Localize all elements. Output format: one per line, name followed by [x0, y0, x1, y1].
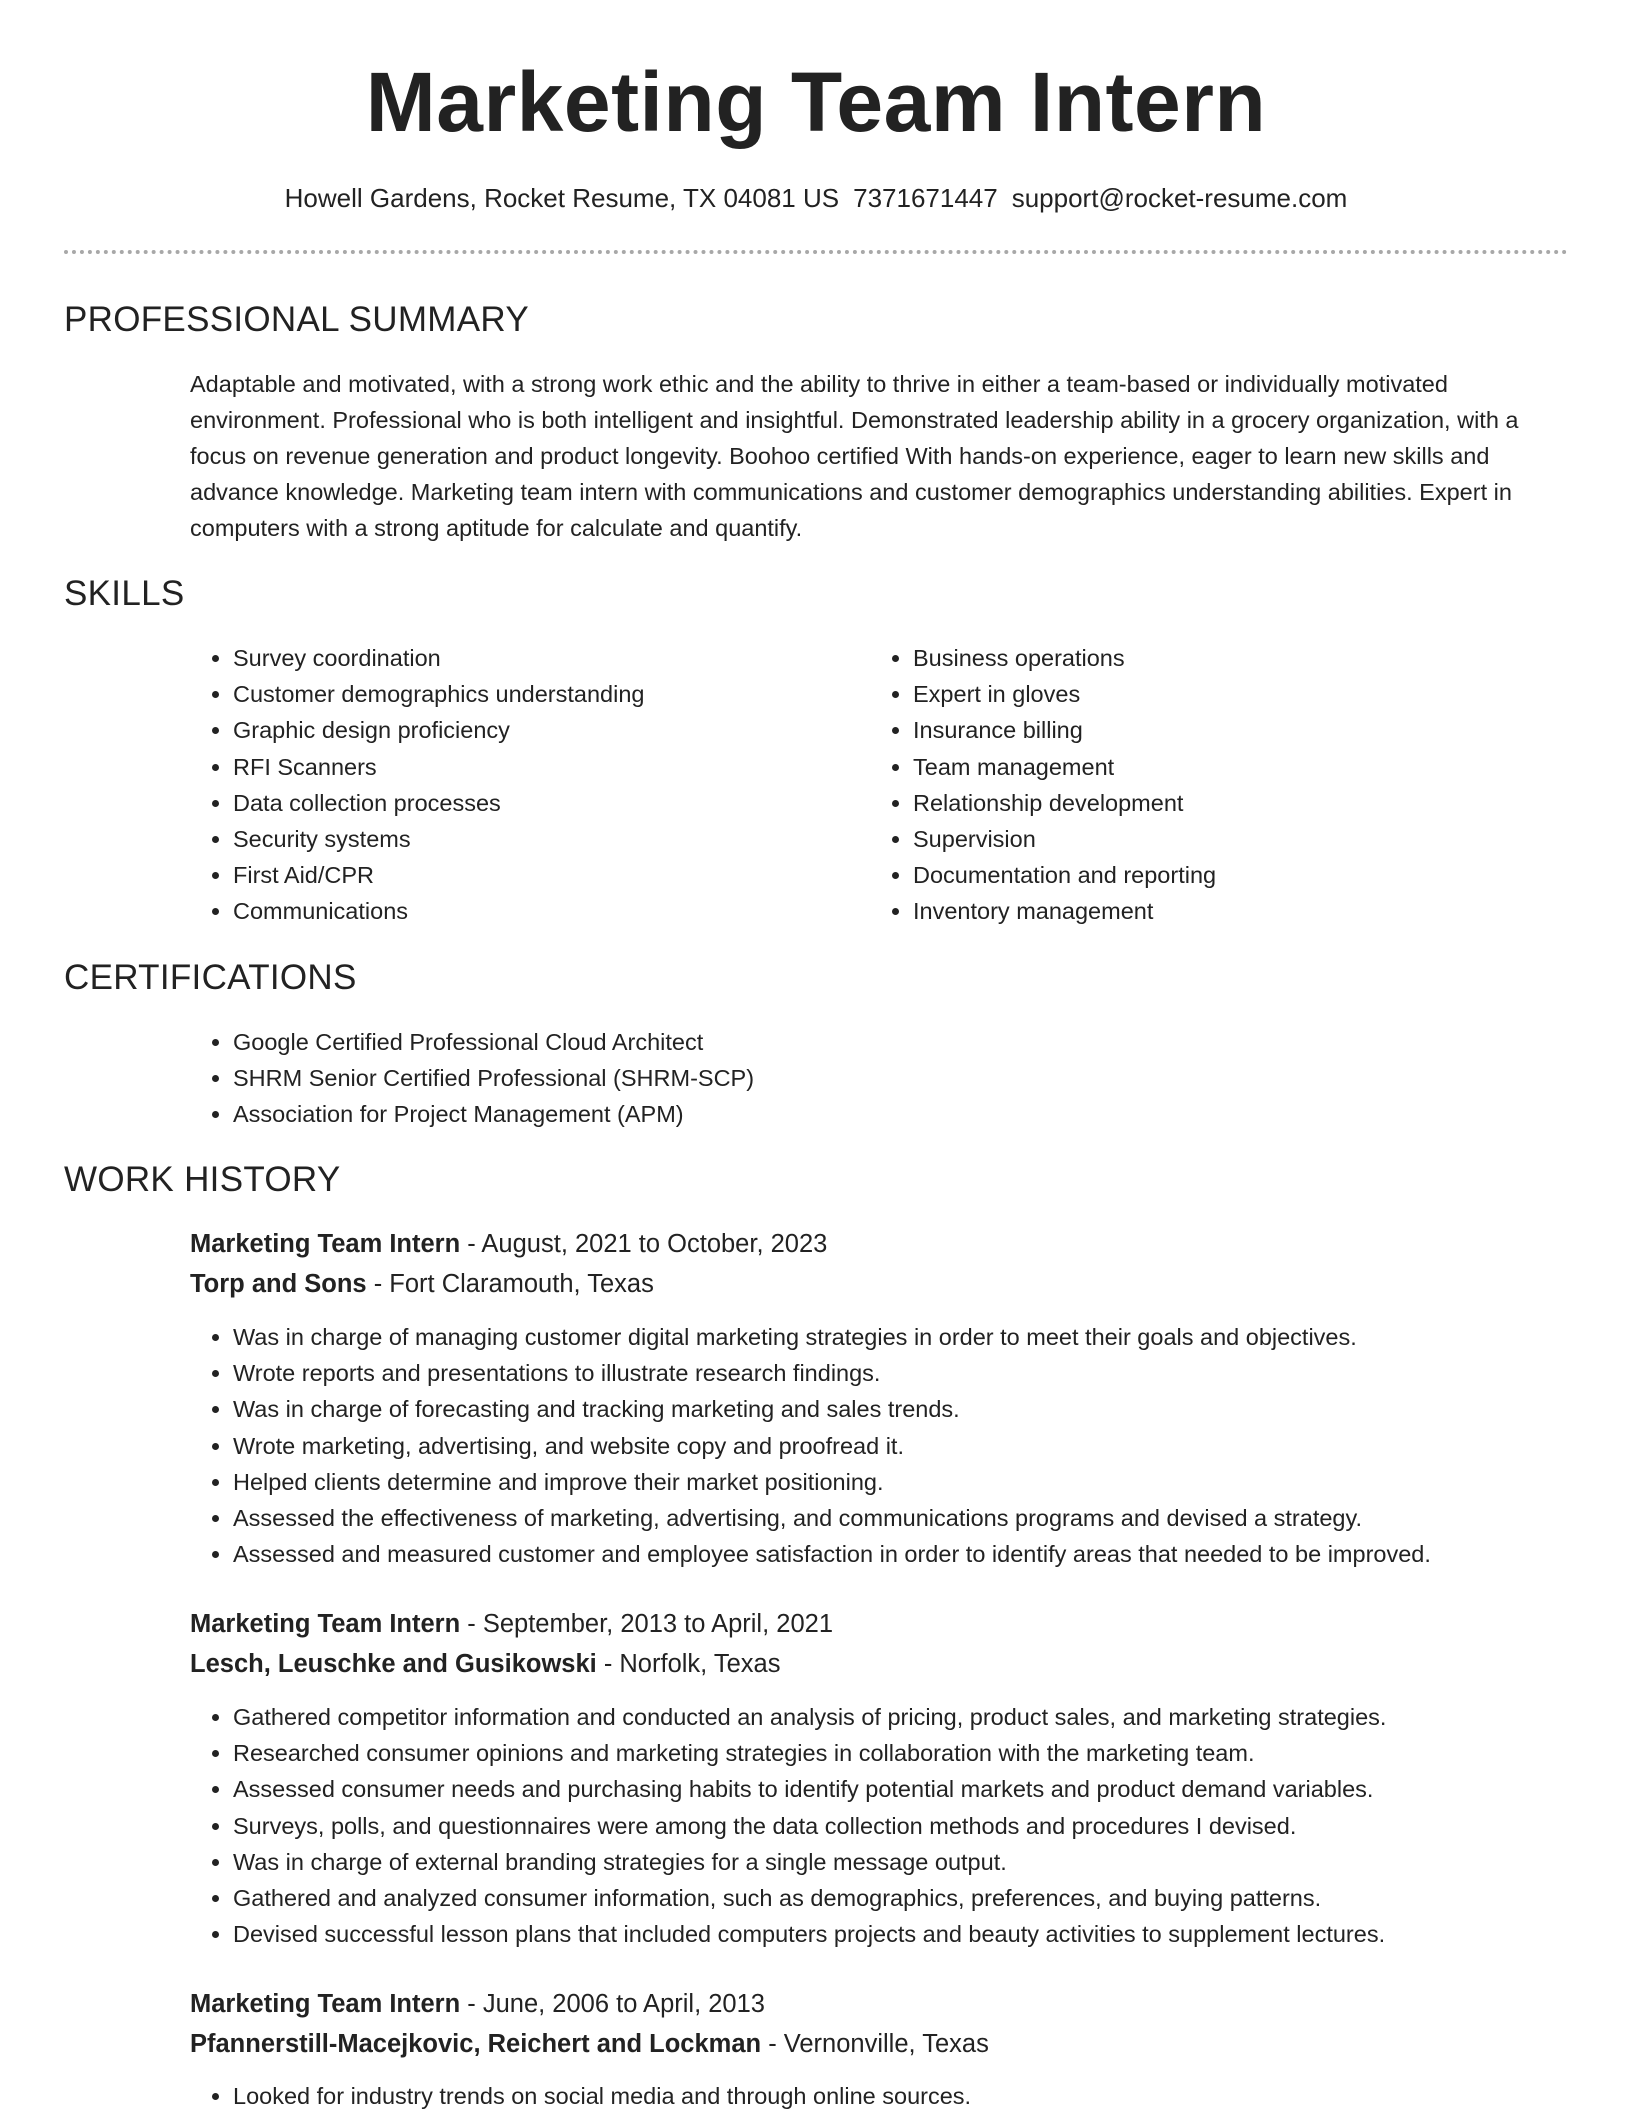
list-item: • Gathered and analyzed consumer information, such as demographics, preferences, and buying patterns.	[233, 1880, 1632, 1916]
list-item: • Helped clients determine and improve their market positioning.	[233, 1464, 1632, 1500]
header-divider	[64, 250, 1568, 254]
job-bullets	[190, 1699, 1632, 1952]
list-item: • Business operations	[913, 640, 1533, 676]
job-company: Pfannerstill-Macejkovic, Reichert and Lockman	[190, 2030, 762, 2058]
job-bullets	[190, 1319, 1632, 1572]
list-item: • Relationship development	[913, 785, 1533, 821]
list-item: • Google Certified Professional Cloud Architect	[233, 1024, 1533, 1060]
list-item: • Communications	[233, 893, 853, 929]
job-title: Marketing Team Intern	[190, 1990, 461, 2018]
job-dates: - August, 2021 to October, 2023	[460, 1230, 828, 1258]
certifications-list	[190, 1024, 1533, 1133]
contact-line	[0, 180, 1632, 216]
list-item: • Wrote reports and presentations to illustrate research findings.	[233, 1355, 1632, 1391]
job-location: - Norfolk, Texas	[596, 1650, 781, 1678]
certifications-heading: CERTIFICATIONS	[64, 958, 357, 997]
list-item: • Gathered competitor information and conducted an analysis of pricing, product sales, and marketing strategies.	[233, 1699, 1632, 1735]
contact-email[interactable]: support@rocket-resume.com	[1011, 183, 1348, 213]
list-item: • Researched consumer opinions and marketing strategies in collaboration with the marketing team.	[233, 1735, 1632, 1771]
list-item: • Was in charge of managing customer digital marketing strategies in order to meet their goals and objectives.	[233, 1319, 1632, 1355]
job-title: Marketing Team Intern	[190, 1230, 461, 1258]
job-bullets	[190, 2078, 1632, 2114]
list-item: • Was in charge of external branding strategies for a single message output.	[233, 1844, 1632, 1880]
list-item: • Assessed consumer needs and purchasing habits to identify potential markets and product demand variables.	[233, 1771, 1632, 1807]
list-item: • SHRM Senior Certified Professional (SHRM-SCP)	[233, 1060, 1533, 1096]
list-item: • Data collection processes	[233, 785, 853, 821]
list-item: • Expert in gloves	[913, 676, 1533, 712]
summary-text: Adaptable and motivated, with a strong work ethic and the ability to thrive in either a team-based or individually motivated environment. Professional who is both intelligent and insightful. Demonstrated leadership ability in a grocery organization, with a focus on revenue generation and product longevity. Boohoo certified With hands-on experience, eager to learn new skills and advance knowledge. Marketing team intern with communications and customer demographics understanding abilities. Expert in computers with a strong aptitude for calculate and quantify.	[190, 371, 1519, 541]
list-item: • First Aid/CPR	[233, 857, 853, 893]
job-title: Marketing Team Intern	[190, 1610, 461, 1638]
list-item: • Graphic design proficiency	[233, 712, 853, 748]
skills-list-left	[190, 640, 853, 930]
job-company-line	[190, 1266, 654, 1302]
list-item: • Inventory management	[913, 893, 1533, 929]
job-dates: - September, 2013 to April, 2021	[460, 1610, 833, 1638]
job-location: - Fort Claramouth, Texas	[366, 1270, 654, 1298]
job-title-line	[190, 1226, 827, 1262]
list-item: • Devised successful lesson plans that included computers projects and beauty activities to supplement lectures.	[233, 1916, 1632, 1952]
list-item: • Surveys, polls, and questionnaires were among the data collection methods and procedures I devised.	[233, 1808, 1632, 1844]
job-dates: - June, 2006 to April, 2013	[460, 1990, 765, 2018]
list-item: • Security systems	[233, 821, 853, 857]
work-history-heading: WORK HISTORY	[64, 1160, 341, 1199]
job-title-line	[190, 1606, 833, 1642]
job-company: Lesch, Leuschke and Gusikowski	[190, 1650, 597, 1678]
list-item: • Assessed the effectiveness of marketing, advertising, and communications programs and devised a strategy.	[233, 1500, 1632, 1536]
job-location: - Vernonville, Texas	[761, 2030, 989, 2058]
resume-name: Marketing Team Intern	[365, 55, 1267, 149]
list-item: • Was in charge of forecasting and tracking marketing and sales trends.	[233, 1391, 1632, 1427]
job-title-line	[190, 1986, 765, 2022]
list-item: • Wrote marketing, advertising, and website copy and proofread it.	[233, 1428, 1632, 1464]
list-item: • Association for Project Management (APM)	[233, 1096, 1533, 1132]
job-company: Torp and Sons	[190, 1270, 367, 1298]
contact-address: Howell Gardens, Rocket Resume, TX 04081 US	[284, 183, 840, 213]
list-item: • Customer demographics understanding	[233, 676, 853, 712]
list-item: • Survey coordination	[233, 640, 853, 676]
list-item: • Assessed and measured customer and employee satisfaction in order to identify areas that needed to be improved.	[233, 1536, 1632, 1572]
job-company-line	[190, 2026, 989, 2062]
list-item: • Looked for industry trends on social media and through online sources.	[233, 2078, 1632, 2114]
job-company-line	[190, 1646, 781, 1682]
list-item: • Documentation and reporting	[913, 857, 1533, 893]
skills-list-right	[870, 640, 1533, 930]
list-item: • Supervision	[913, 821, 1533, 857]
list-item: • Insurance billing	[913, 712, 1533, 748]
list-item: • Team management	[913, 749, 1533, 785]
contact-phone: 7371671447	[853, 183, 998, 213]
list-item: • RFI Scanners	[233, 749, 853, 785]
summary-heading: PROFESSIONAL SUMMARY	[64, 300, 529, 339]
skills-heading: SKILLS	[64, 574, 185, 613]
